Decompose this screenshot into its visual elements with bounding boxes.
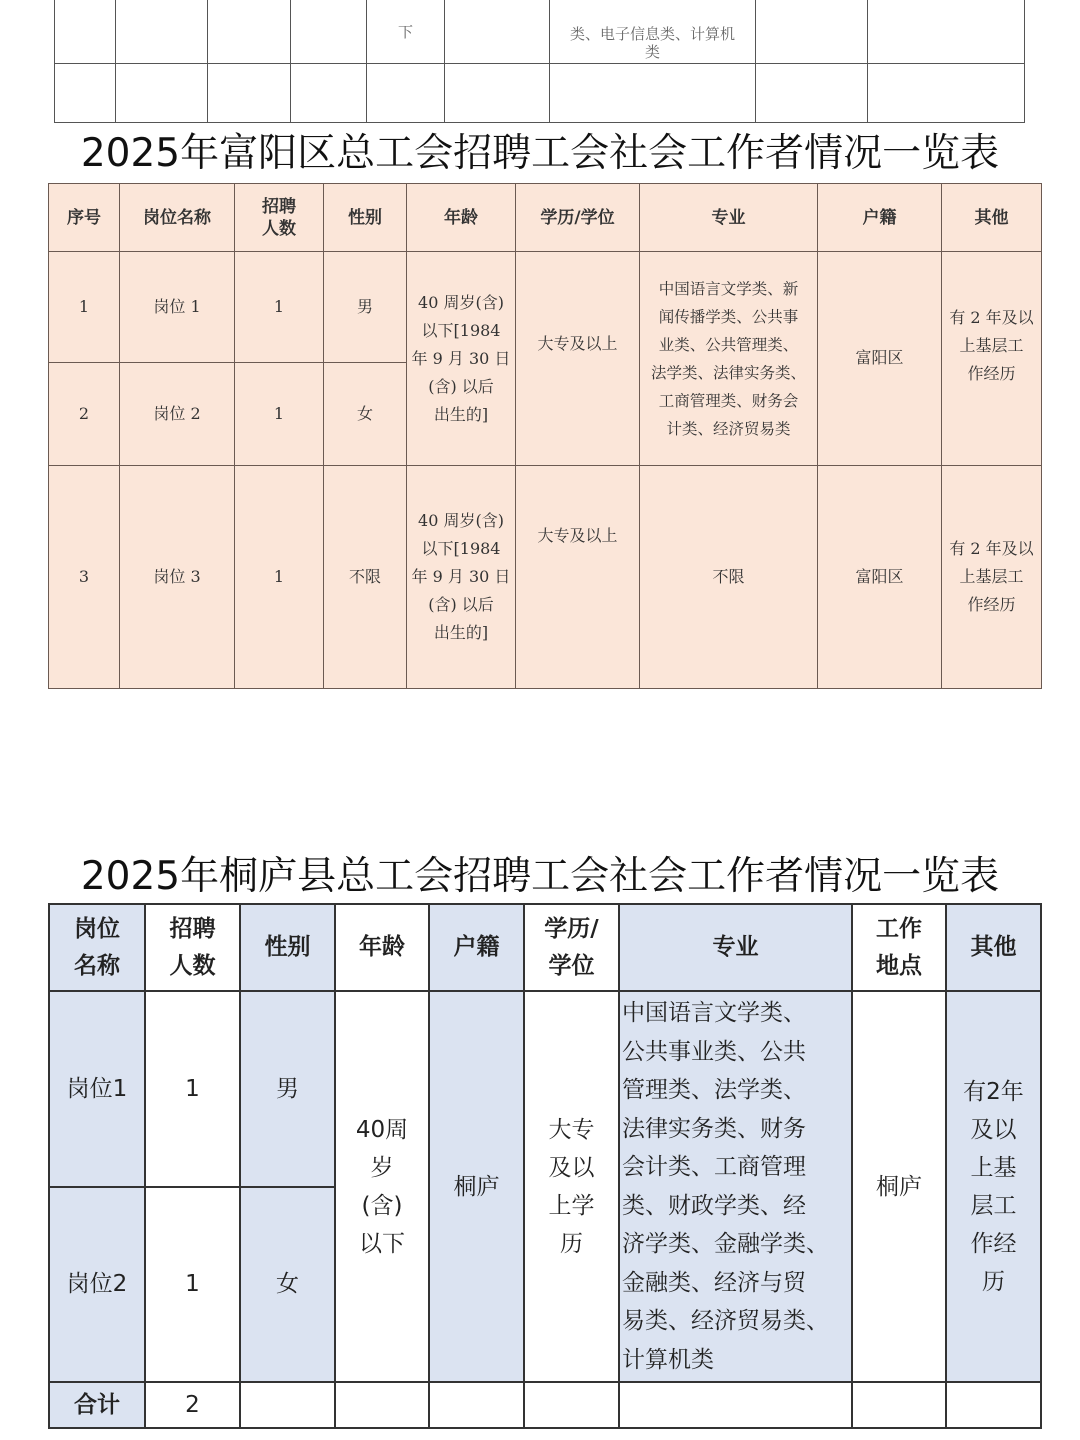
serial-cell: 3 [49,466,120,689]
serial-cell: 2 [49,363,120,466]
cell [868,64,1025,123]
header-post-name: 岗位名称 [120,184,235,252]
count-cell: 1 [235,252,324,363]
education-cell: 大专 及以 上学 历 [524,991,619,1382]
cell [291,64,367,123]
total-label: 合计 [49,1382,145,1428]
header-serial: 序号 [49,184,120,252]
count-cell: 1 [145,1187,240,1383]
cell [55,64,116,123]
cell [240,1382,335,1428]
other-cell: 有 2 年及以 上基层工 作经历 [942,466,1042,689]
cell [335,1382,429,1428]
cell [756,0,868,64]
other-cell: 有2年 及以 上基 层工 作经 历 [946,991,1041,1382]
header-recruit-count: 招聘 人数 [145,904,240,991]
cell [208,0,291,64]
count-cell: 1 [235,466,324,689]
total-row [49,1382,1041,1428]
count-cell: 1 [235,363,324,466]
cell [550,64,756,123]
table-row [49,991,1041,1187]
header-work-place: 工作 地点 [852,904,946,991]
gender-cell: 男 [240,991,335,1187]
header-gender: 性别 [324,184,407,252]
other-cell: 有 2 年及以 上基层工 作经历 [942,252,1042,466]
education-cell: 大专及以上 [516,466,640,689]
other-fragment [868,0,1025,64]
post-cell: 岗位 2 [120,363,235,466]
header-row [49,904,1041,991]
major-cell: 中国语言文学类、新 闻传播学类、公共事 业类、公共管理类、 法学类、法律实务类、 工商管理类、财务会 计类、经济贸易类 [640,252,818,466]
header-gender: 性别 [240,904,335,991]
cell [55,0,116,64]
fuyang-recruitment-table [48,183,1042,689]
cell [116,64,208,123]
hukou-cell: 富阳区 [818,252,942,466]
hukou-cell: 富阳区 [818,466,942,689]
header-post-name: 岗位 名称 [49,904,145,991]
header-row [49,184,1042,252]
header-education: 学历/ 学位 [524,904,619,991]
age-fragment: 下 [367,0,445,64]
header-hukou: 户籍 [429,904,524,991]
age-cell: 40 周岁(含) 以下[1984 年 9 月 30 日 (含) 以后 出生的] [407,466,516,689]
post-cell: 岗位2 [49,1187,145,1383]
previous-table-fragment [54,0,1025,123]
total-count: 2 [145,1382,240,1428]
gender-cell: 男 [324,252,407,363]
header-major: 专业 [619,904,852,991]
age-cell: 40 周岁(含) 以下[1984 年 9 月 30 日 (含) 以后 出生的] [407,252,516,466]
header-other: 其他 [942,184,1042,252]
cell [946,1382,1041,1428]
major-cell: 不限 [640,466,818,689]
header-other: 其他 [946,904,1041,991]
work-place-cell: 桐庐 [852,991,946,1382]
header-hukou: 户籍 [818,184,942,252]
cell [445,0,550,64]
tonglu-table-title: 2025年桐庐县总工会招聘工会社会工作者情况一览表 [80,854,1000,899]
post-cell: 岗位 1 [120,252,235,363]
post-cell: 岗位 3 [120,466,235,689]
cell [524,1382,619,1428]
gender-cell: 不限 [324,466,407,689]
cell [619,1382,852,1428]
tonglu-recruitment-table [48,903,1042,1429]
hukou-cell: 桐庐 [429,991,524,1382]
cell [445,64,550,123]
header-age: 年龄 [335,904,429,991]
major-fragment: 类、电子信息类、计算机 类 [550,0,756,64]
header-age: 年龄 [407,184,516,252]
header-education: 学历/学位 [516,184,640,252]
header-major: 专业 [640,184,818,252]
gender-cell: 女 [324,363,407,466]
table-row [49,252,1042,363]
gender-cell: 女 [240,1187,335,1383]
cell [291,0,367,64]
header-recruit-count: 招聘 人数 [235,184,324,252]
cell [208,64,291,123]
count-cell: 1 [145,991,240,1187]
fuyang-table-title: 2025年富阳区总工会招聘工会社会工作者情况一览表 [80,131,1000,176]
education-cell: 大专及以上 [516,252,640,466]
age-cell: 40周 岁 (含) 以下 [335,991,429,1382]
post-cell: 岗位1 [49,991,145,1187]
cell [852,1382,946,1428]
cell [756,64,868,123]
cell [116,0,208,64]
cell [429,1382,524,1428]
serial-cell: 1 [49,252,120,363]
major-cell: 中国语言文学类、 公共事业类、公共 管理类、法学类、 法律实务类、财务 会计类、工商管理 类、财政学类、经 济学类、金融学类、 金融类、经济与贸 易类、经济贸易类、 计算机类 [619,991,852,1382]
table-row [49,466,1042,689]
cell [367,64,445,123]
